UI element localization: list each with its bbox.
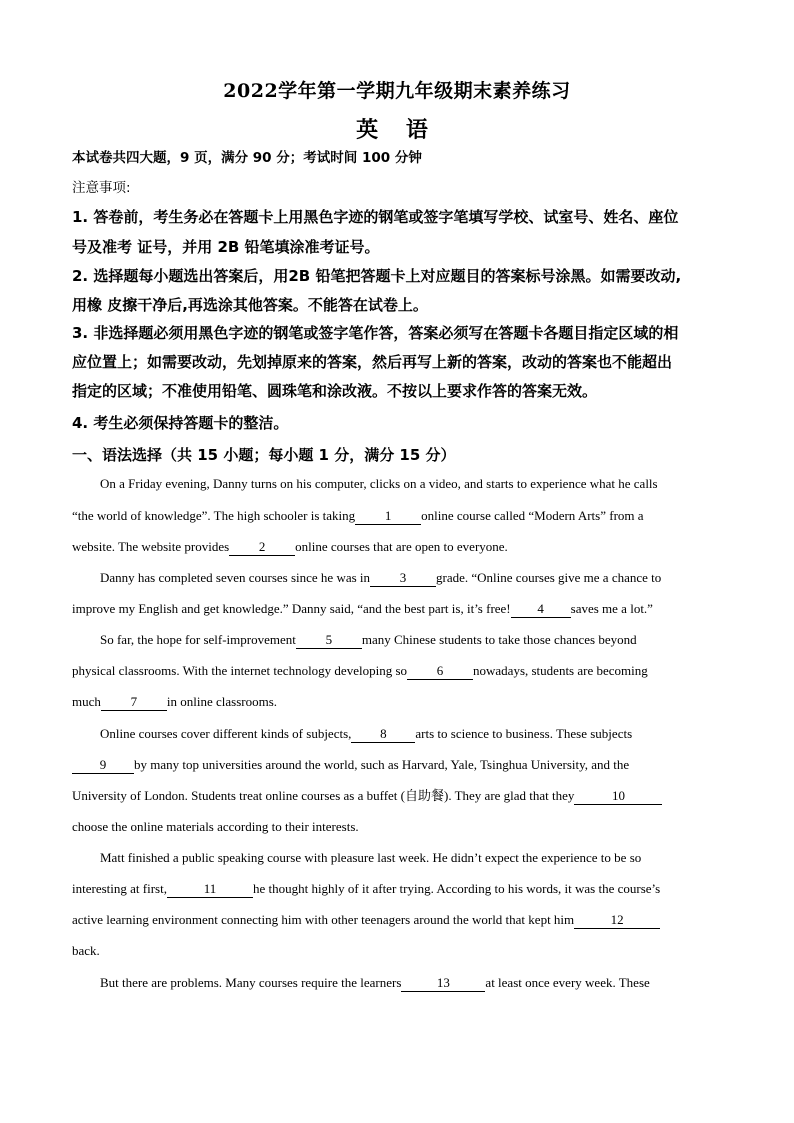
passage-text: So far, the hope for self-improvement	[100, 632, 296, 647]
passage-text: he thought highly of it after trying. According to his words, it was the course’s	[252, 881, 661, 896]
passage-text: University of London. Students treat online courses as a buffet (自助餐). They are glad that they	[72, 788, 575, 803]
passage-text: much	[72, 694, 101, 709]
passage-text: interesting at first,	[72, 881, 167, 896]
passage-line	[72, 655, 722, 686]
blank-2[interactable]: 2	[229, 539, 295, 556]
notice-line: 指定的区域；不准使用铅笔、圆珠笔和涂改液。不按以上要求作答的答案无效。	[72, 382, 598, 400]
passage-text: online courses that are open to everyone.	[295, 539, 508, 554]
passage-text: by many top universities around the world, such as Harvard, Yale, Tsinghua University, and the	[134, 757, 630, 772]
blank-13[interactable]: 13	[401, 975, 485, 992]
passage-text: saves me a lot.”	[570, 601, 653, 616]
notice-line: 1. 答卷前，考生务必在答题卡上用黑色字迹的钢笔或签字笔填写学校、试室号、姓名、座位	[72, 208, 679, 226]
passage-text: But there are problems. Many courses require the learners	[100, 975, 402, 990]
passage-text: many Chinese students to take those chances beyond	[361, 632, 637, 647]
passage-line	[72, 624, 722, 655]
passage-line	[72, 562, 722, 593]
page-title: 2022学年第一学期九年级期末素养练习	[223, 80, 571, 102]
blank-9[interactable]: 9	[72, 757, 134, 774]
passage-line	[72, 967, 722, 998]
blank-1[interactable]: 1	[355, 508, 421, 525]
subject-title: 英 语	[356, 117, 438, 143]
passage-text: arts to science to business. These subjects	[415, 726, 633, 741]
passage-text: back.	[72, 943, 100, 958]
passage-line	[72, 842, 722, 873]
passage-text: nowadays, students are becoming	[473, 663, 648, 678]
blank-10[interactable]: 10	[574, 788, 662, 805]
blank-8[interactable]: 8	[351, 726, 415, 743]
passage-text: active learning environment connecting him with other teenagers around the world that kept him	[72, 912, 575, 927]
passage-text: “the world of knowledge”. The high schooler is taking	[72, 508, 356, 523]
exam-info: 本试卷共四大题，9 页，满分 90 分；考试时间 100 分钟	[72, 150, 422, 166]
passage-line	[72, 686, 722, 717]
blank-7[interactable]: 7	[101, 694, 167, 711]
notice-line: 号及准考 证号，并用 2B 铅笔填涂准考证号。	[72, 238, 380, 256]
passage-text: On a Friday evening, Danny turns on his computer, clicks on a video, and starts to experience what he calls	[100, 476, 658, 491]
blank-6[interactable]: 6	[407, 663, 473, 680]
notice-line: 4. 考生必须保持答题卡的整洁。	[72, 414, 289, 432]
section-heading: 一、语法选择（共 15 小题；每小题 1 分，满分 15 分）	[72, 446, 456, 464]
passage-line	[72, 780, 722, 811]
blank-3[interactable]: 3	[370, 570, 436, 587]
passage-line	[72, 811, 722, 842]
passage-text: in online classrooms.	[166, 694, 278, 709]
passage-line	[72, 749, 722, 780]
blank-4[interactable]: 4	[511, 601, 571, 618]
notice-line: 用橡 皮擦干净后,再选涂其他答案。不能答在试卷上。	[72, 296, 428, 314]
passage-text: grade. “Online courses give me a chance to	[436, 570, 662, 585]
passage-text: Matt finished a public speaking course with pleasure last week. He didn’t expect the experience to be so	[100, 850, 642, 865]
blank-5[interactable]: 5	[296, 632, 362, 649]
passage-text: website. The website provides	[72, 539, 230, 554]
passage-text: improve my English and get knowledge.” Danny said, “and the best part is, it’s free!	[72, 601, 511, 616]
blank-12[interactable]: 12	[574, 912, 660, 929]
passage-text: choose the online materials according to their interests.	[72, 819, 359, 834]
passage-line	[72, 500, 722, 531]
notice-line: 应位置上；如需要改动，先划掉原来的答案，然后再写上新的答案，改动的答案也不能超出	[72, 353, 673, 371]
passage-text: Danny has completed seven courses since he was in	[100, 570, 371, 585]
passage-line	[72, 593, 722, 624]
passage-line	[72, 531, 722, 562]
passage-text: Online courses cover different kinds of subjects,	[100, 726, 352, 741]
blank-11[interactable]: 11	[167, 881, 253, 898]
passage-line	[72, 718, 722, 749]
passage-line	[72, 873, 722, 904]
passage-text: at least once every week. These	[485, 975, 650, 990]
passage-text: online course called “Modern Arts” from a	[421, 508, 644, 523]
notice-line: 3. 非选择题必须用黑色字迹的钢笔或签字笔作答，答案必须写在答题卡各题目指定区域的相	[72, 324, 679, 342]
passage-line	[72, 935, 722, 966]
notice-line: 2. 选择题每小题选出答案后，用2B 铅笔把答题卡上对应题目的答案标号涂黑。如需要改动,	[72, 267, 682, 285]
notice-heading: 注意事项:	[72, 180, 131, 196]
passage-line	[72, 904, 722, 935]
passage-line	[72, 468, 722, 499]
passage-text: physical classrooms. With the internet technology developing so	[72, 663, 408, 678]
